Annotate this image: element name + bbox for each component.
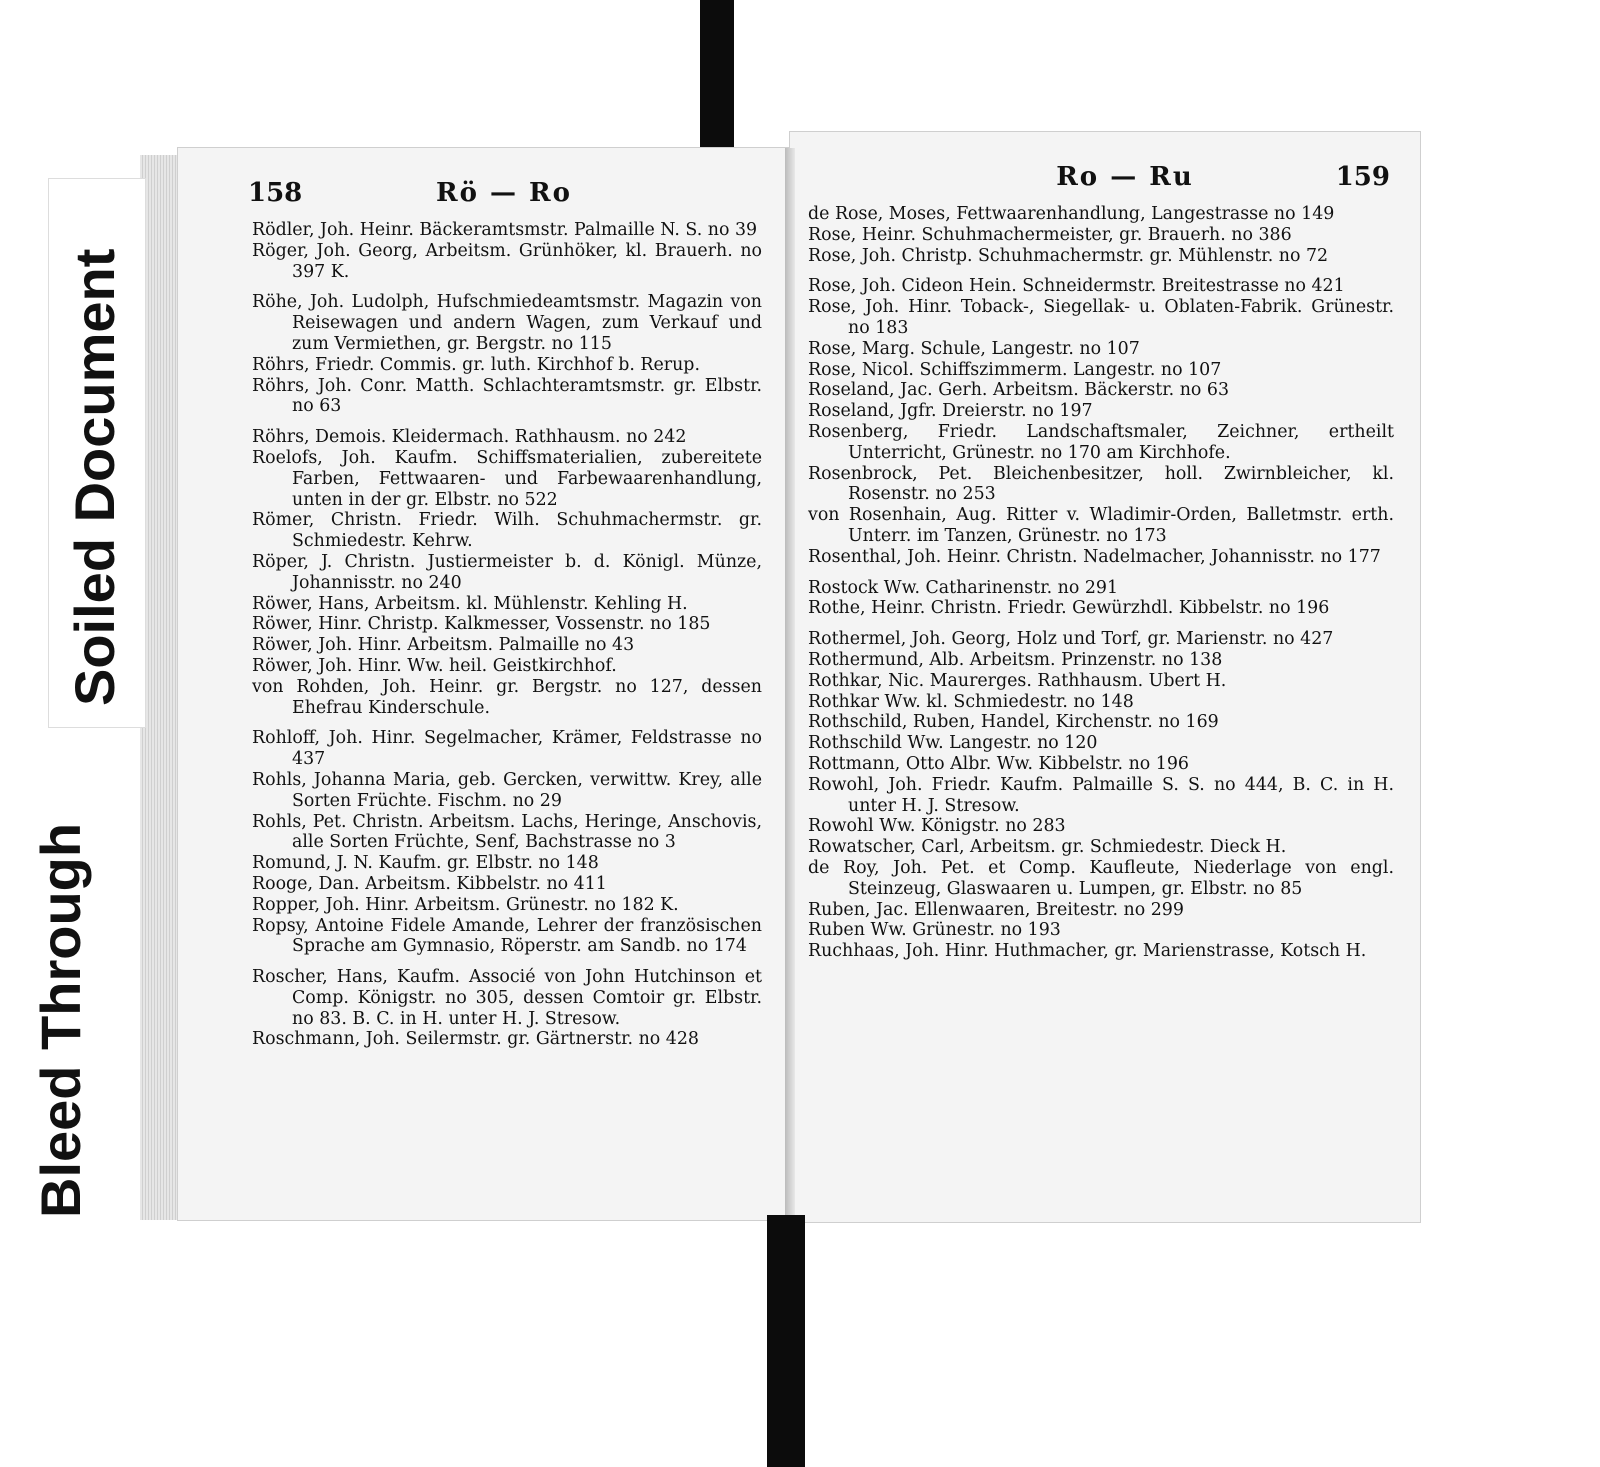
directory-entry: Rothermund, Alb. Arbeitsm. Prinzenstr. no 138: [808, 649, 1223, 670]
left-running-head: Rö — Ro: [435, 178, 572, 208]
directory-entry: Rothkar, Nic. Maurerges. Rathhausm. Ubert H.: [808, 670, 1227, 691]
right-page: [790, 132, 1420, 1222]
directory-entry: Römer, Christn. Friedr. Wilh. Schuhmachermstr. gr. Schmiedestr. Kehrw.: [252, 510, 762, 552]
directory-entry: Roseland, Jac. Gerh. Arbeitsm. Bäckerstr. no 63: [808, 380, 1230, 401]
directory-entry: von Rohden, Joh. Heinr. gr. Bergstr. no 127, dessen Ehefrau Kinderschule.: [252, 676, 762, 718]
directory-entry: Röwer, Joh. Hinr. Arbeitsm. Palmaille no 43: [252, 635, 635, 656]
right-page-number: 159: [1335, 162, 1390, 192]
directory-entry: Röper, J. Christn. Justiermeister b. d. Königl. Münze, Johannisstr. no 240: [252, 551, 762, 593]
directory-entry: Röhe, Joh. Ludolph, Hufschmiedeamtsmstr. Magazin von Reisewagen und andern Wagen, zum Verkauf und zum Vermiethen, gr. Bergstr. no 115: [252, 292, 762, 354]
directory-entry: Ropper, Joh. Hinr. Arbeitsm. Grünestr. no 182 K.: [252, 894, 679, 915]
directory-entry: Rowohl Ww. Königstr. no 283: [808, 816, 1066, 837]
book-gutter: [785, 148, 795, 1220]
directory-entry: Rose, Heinr. Schuhmachermeister, gr. Brauerh. no 386: [808, 224, 1292, 245]
directory-entry: Rothermel, Joh. Georg, Holz und Torf, gr. Marienstr. no 427: [808, 629, 1334, 650]
directory-entry: Röhrs, Joh. Conr. Matth. Schlachteramtsmstr. gr. Elbstr. no 63: [252, 375, 762, 417]
directory-entry: Röger, Joh. Georg, Arbeitsm. Grünhöker, kl. Brauerh. no 397 K.: [252, 240, 762, 282]
binding-strip-top: [700, 0, 734, 160]
directory-entry: Röwer, Hans, Arbeitsm. kl. Mühlenstr. Kehling H.: [252, 593, 688, 614]
right-running-head: Ro — Ru: [1056, 162, 1194, 192]
directory-entry: Rothkar Ww. kl. Schmiedestr. no 148: [808, 691, 1134, 712]
directory-entry: Roscher, Hans, Kaufm. Associé von John Hutchinson et Comp. Königstr. no 305, dessen Comtoir gr. Elbstr. no 83. B. C. in H. unter H. J. Stresow.: [252, 967, 762, 1029]
directory-entry: Rose, Joh. Cideon Hein. Schneidermstr. Breitestrasse no 421: [808, 276, 1345, 297]
left-page: [178, 148, 790, 1220]
directory-entry: Rosenbrock, Pet. Bleichenbesitzer, holl. Zwirnbleicher, kl. Rosenstr. no 253: [808, 463, 1394, 505]
directory-entry: Rothschild Ww. Langestr. no 120: [808, 733, 1098, 754]
soiled-document-label: Soiled Document: [63, 248, 126, 706]
directory-entry: Roelofs, Joh. Kaufm. Schiffsmaterialien, zubereitete Farben, Fettwaaren- und Farbewaarenhandlung, unten in der gr. Elbstr. no 522: [252, 447, 762, 510]
bleed-through-label: Bleed Through: [29, 822, 92, 1218]
directory-entry: Rostock Ww. Catharinenstr. no 291: [808, 577, 1119, 598]
directory-entry: Rohls, Johanna Maria, geb. Gercken, verwittw. Krey, alle Sorten Früchte. Fischm. no 29: [252, 769, 762, 811]
directory-entry: Rothschild, Ruben, Handel, Kirchenstr. no 169: [808, 712, 1219, 733]
left-entries: [252, 220, 762, 1050]
directory-entry: de Rose, Moses, Fettwaarenhandlung, Langestrasse no 149: [808, 204, 1335, 224]
directory-entry: Roseland, Jgfr. Dreierstr. no 197: [808, 401, 1093, 422]
right-entries: [808, 204, 1394, 962]
directory-entry: Rohloff, Joh. Hinr. Segelmacher, Krämer, Feldstrasse no 437: [252, 728, 762, 770]
directory-entry: Röwer, Joh. Hinr. Ww. heil. Geistkirchhof.: [252, 655, 617, 676]
directory-entry: de Roy, Joh. Pet. et Comp. Kaufleute, Niederlage von engl. Steinzeug, Glaswaaren u. Lumpen, gr. Elbstr. no 85: [808, 857, 1394, 899]
directory-entry: Rooge, Dan. Arbeitsm. Kibbelstr. no 411: [252, 873, 607, 894]
directory-entry: Rose, Joh. Hinr. Toback-, Siegellak- u. Oblaten-Fabrik. Grünestr. no 183: [808, 297, 1394, 338]
left-page-header: [248, 178, 760, 218]
directory-entry: Röwer, Hinr. Christp. Kalkmesser, Vossenstr. no 185: [252, 614, 711, 635]
directory-entry: Roschmann, Joh. Seilermstr. gr. Gärtnerstr. no 428: [252, 1029, 699, 1050]
directory-entry: Röhrs, Friedr. Commis. gr. luth. Kirchhof b. Rerup.: [252, 354, 700, 375]
directory-entry: Rose, Nicol. Schiffszimmerm. Langestr. no 107: [808, 359, 1222, 380]
directory-entry: Rose, Marg. Schule, Langestr. no 107: [808, 338, 1140, 359]
binding-strip-bottom: [767, 1215, 805, 1467]
directory-entry: Romund, J. N. Kaufm. gr. Elbstr. no 148: [252, 853, 599, 874]
directory-entry: Ruchhaas, Joh. Hinr. Huthmacher, gr. Marienstrasse, Kotsch H.: [808, 941, 1367, 962]
directory-entry: Ruben Ww. Grünestr. no 193: [808, 920, 1061, 941]
directory-entry: Rohls, Pet. Christn. Arbeitsm. Lachs, Heringe, Anschovis, alle Sorten Früchte, Senf, Bachstrasse no 3: [252, 811, 762, 853]
directory-entry: Röhrs, Demois. Kleidermach. Rathhausm. no 242: [252, 427, 687, 448]
directory-entry: Rose, Joh. Christp. Schuhmachermstr. gr. Mühlenstr. no 72: [808, 245, 1329, 266]
directory-entry: Rothe, Heinr. Christn. Friedr. Gewürzhdl. Kibbelstr. no 196: [808, 598, 1330, 619]
directory-entry: Rowatscher, Carl, Arbeitsm. gr. Schmiedestr. Dieck H.: [808, 837, 1287, 858]
directory-entry: Rosenberg, Friedr. Landschaftsmaler, Zeichner, ertheilt Unterricht, Grünestr. no 170 am Kirchhofe.: [808, 421, 1394, 463]
directory-entry: Rowohl, Joh. Friedr. Kaufm. Palmaille S. S. no 444, B. C. in H. unter H. J. Stresow.: [808, 774, 1394, 816]
directory-entry: Rottmann, Otto Albr. Ww. Kibbelstr. no 196: [808, 753, 1189, 774]
directory-entry: Rosenthal, Joh. Heinr. Christn. Nadelmacher, Johannisstr. no 177: [808, 546, 1381, 567]
directory-entry: von Rosenhain, Aug. Ritter v. Wladimir-Orden, Balletmstr. erth. Unterr. im Tanzen, Grünestr. no 173: [808, 505, 1394, 546]
directory-entry: Rödler, Joh. Heinr. Bäckeramtsmstr. Palmaille N. S. no 39: [252, 220, 758, 240]
left-page-number: 158: [248, 178, 303, 208]
directory-entry: Ruben, Jac. Ellenwaaren, Breitestr. no 299: [808, 899, 1184, 920]
right-page-header: [860, 162, 1390, 202]
directory-entry: Ropsy, Antoine Fidele Amande, Lehrer der französischen Sprache am Gymnasio, Röperstr. am Sandb. no 174: [252, 915, 762, 957]
